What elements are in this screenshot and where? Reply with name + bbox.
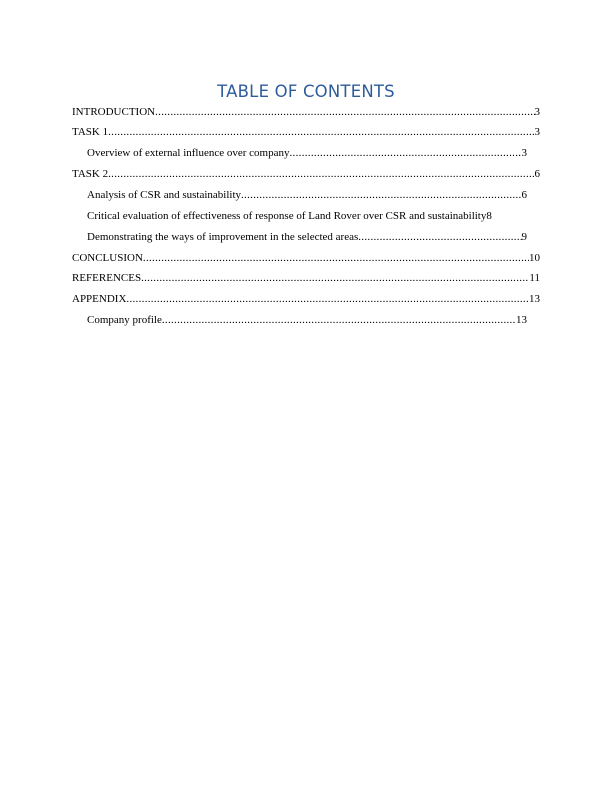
toc-entry-references[interactable] bbox=[72, 270, 540, 286]
toc-entry-label: APPENDIX bbox=[72, 293, 127, 305]
toc-entry-appendix[interactable] bbox=[72, 291, 540, 307]
toc-leader-dots bbox=[290, 145, 522, 161]
toc-entry-page: 13 bbox=[529, 293, 540, 305]
toc-entry-page: 10 bbox=[529, 252, 540, 264]
toc-entry-page: 9 bbox=[521, 231, 527, 243]
toc-entry-page: 3 bbox=[534, 106, 540, 118]
toc-entry-label: REFERENCES bbox=[72, 272, 142, 284]
toc-entry-analysis-csr[interactable] bbox=[87, 187, 527, 203]
toc-entry-label: Analysis of CSR and sustainability bbox=[87, 189, 241, 201]
toc-entry-page: 6 bbox=[534, 168, 540, 180]
toc-entry-label: TASK 1 bbox=[72, 126, 109, 138]
toc-entry-page: 13 bbox=[516, 314, 527, 326]
toc-entry-label: Overview of external influence over company bbox=[87, 147, 290, 159]
toc-entry-overview-external-influence[interactable] bbox=[87, 145, 527, 161]
toc-leader-dots bbox=[108, 166, 534, 182]
toc-entry-page: 3 bbox=[534, 126, 540, 138]
toc-entry-page: 11 bbox=[529, 272, 540, 284]
toc-leader-dots bbox=[143, 250, 529, 266]
toc-leader-dots bbox=[162, 312, 516, 328]
toc-entry-company-profile[interactable] bbox=[87, 312, 527, 328]
toc-leader-dots bbox=[241, 187, 522, 203]
toc-entry-page: 3 bbox=[521, 147, 527, 159]
toc-leader-dots bbox=[155, 104, 534, 120]
toc-list bbox=[0, 104, 612, 334]
toc-entry-label: CONCLUSION bbox=[72, 252, 143, 264]
toc-leader-dots bbox=[141, 270, 529, 286]
toc-entry-page: 8 bbox=[486, 210, 492, 222]
toc-entry-conclusion[interactable] bbox=[72, 250, 540, 266]
toc-entry-label: INTRODUCTION bbox=[72, 106, 156, 118]
toc-entry-label: Critical evaluation of effectiveness of response of Land Rover over CSR and sustainability bbox=[87, 210, 487, 222]
toc-entry-task-1[interactable] bbox=[72, 124, 540, 140]
toc-entry-demonstrating-improvement[interactable] bbox=[87, 229, 527, 245]
toc-entry-label: TASK 2 bbox=[72, 168, 109, 180]
toc-entry-critical-evaluation[interactable] bbox=[87, 208, 527, 224]
toc-entry-introduction[interactable] bbox=[72, 104, 540, 120]
toc-title: TABLE OF CONTENTS bbox=[217, 82, 395, 101]
toc-entry-label: Demonstrating the ways of improvement in the selected areas bbox=[87, 231, 359, 243]
toc-leader-dots bbox=[108, 124, 534, 140]
toc-entry-task-2[interactable] bbox=[72, 166, 540, 182]
toc-entry-label: Company profile bbox=[87, 314, 162, 326]
toc-leader-dots bbox=[126, 291, 529, 307]
toc-entry-page: 6 bbox=[521, 189, 527, 201]
toc-leader-dots bbox=[358, 229, 521, 245]
